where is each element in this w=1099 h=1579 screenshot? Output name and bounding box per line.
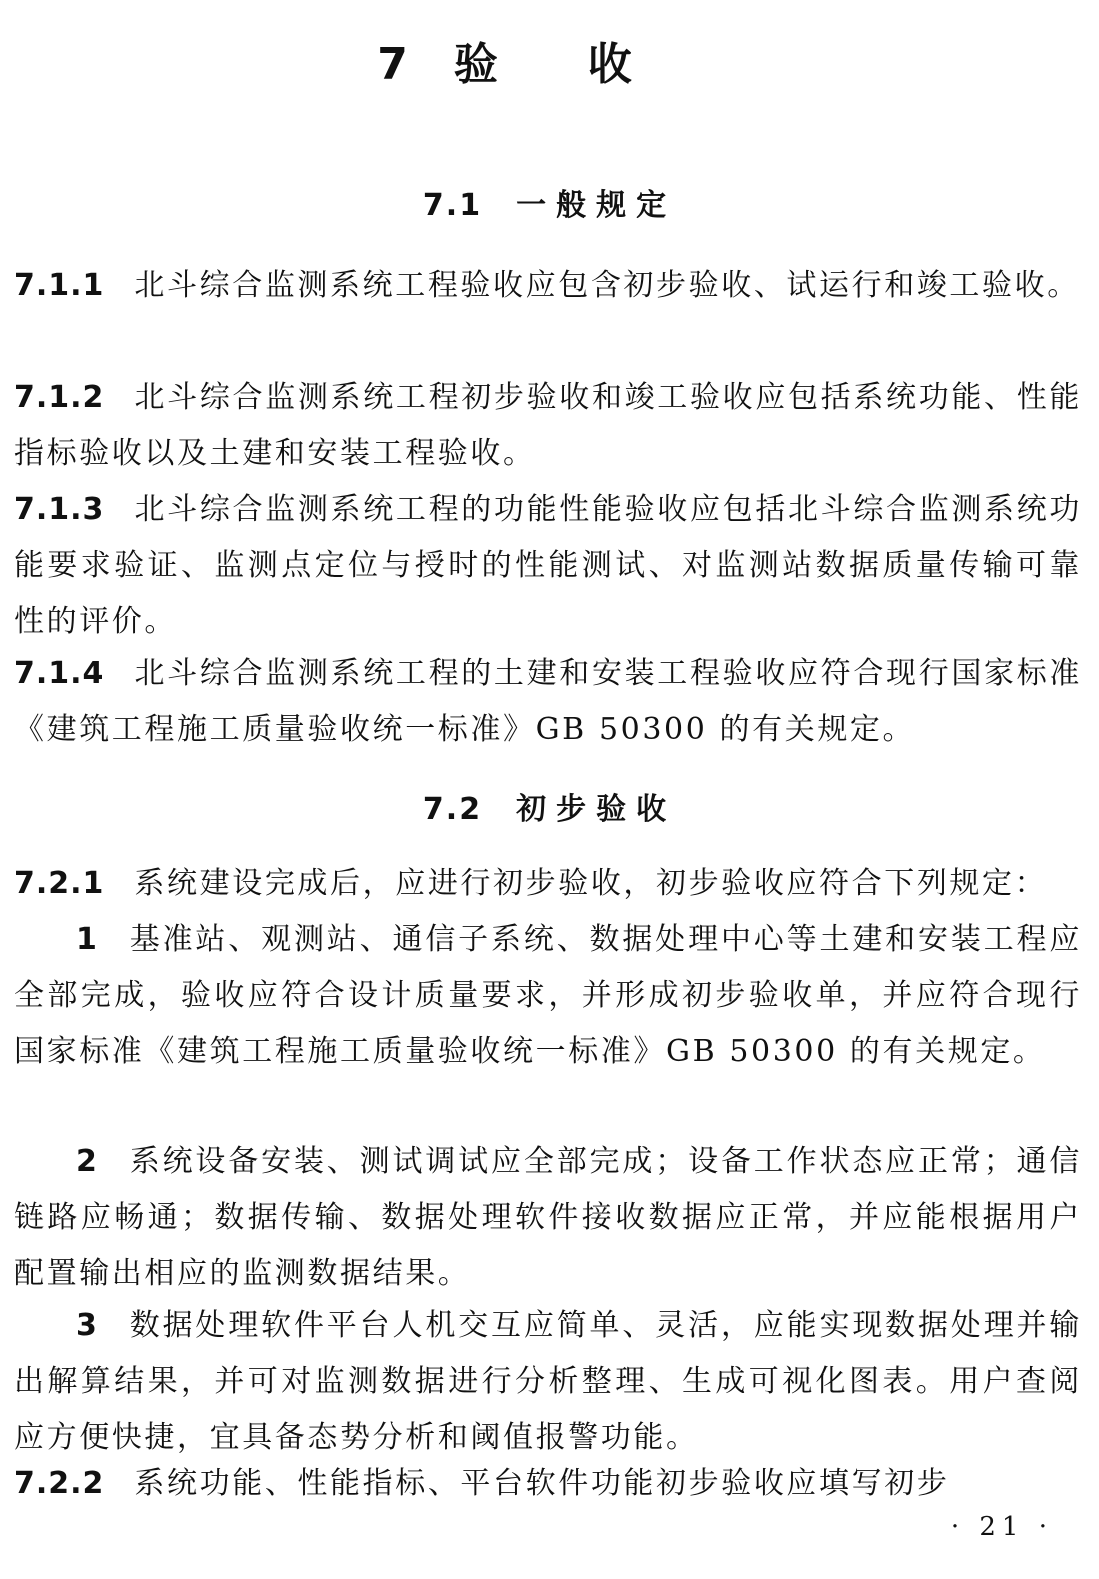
clause-text: 北斗综合监测系统工程的功能性能验收应包括北斗综合监测系统功能要求验证、监测点定位与授时的性能测试、对监测站数据质量传输可靠性的评价。: [14, 492, 1082, 639]
clause-7-1-1: [14, 258, 1082, 314]
clause-7-1-3: [14, 482, 1082, 650]
list-item-2: [14, 1134, 1082, 1302]
clause-text: 系统建设完成后，应进行初步验收，初步验收应符合下列规定：: [134, 866, 1048, 901]
item-number: 3: [76, 1308, 100, 1343]
clause-text: 北斗综合监测系统工程验收应包含初步验收、试运行和竣工验收。: [134, 268, 1080, 303]
item-text: 基准站、观测站、通信子系统、数据处理中心等土建和安装工程应全部完成，验收应符合设计质量要求，并形成初步验收单，并应符合现行国家标准《建筑工程施工质量验收统一标准》GB 50300 的有关规定。: [14, 922, 1082, 1069]
clause-number: 7.1.2: [14, 380, 105, 415]
section-name: 一般规定: [516, 188, 677, 223]
clause-7-2-1: [14, 856, 1082, 912]
item-number: 1: [76, 922, 100, 957]
section-title-7-2: [0, 784, 1099, 828]
clause-number: 7.2.2: [14, 1466, 105, 1501]
clause-7-1-2: [14, 370, 1082, 482]
clause-7-2-2: [14, 1456, 1082, 1512]
page-number: · 21 ·: [950, 1512, 1053, 1542]
list-item-3: [14, 1298, 1082, 1466]
clause-text: 北斗综合监测系统工程的土建和安装工程验收应符合现行国家标准《建筑工程施工质量验收统一标准》GB 50300 的有关规定。: [14, 656, 1082, 747]
clause-text: 系统功能、性能指标、平台软件功能初步验收应填写初步: [134, 1466, 950, 1501]
item-text: 数据处理软件平台人机交互应简单、灵活，应能实现数据处理并输出解算结果，并可对监测数据进行分析整理、生成可视化图表。用户查阅应方便快捷，宜具备态势分析和阈值报警功能。: [14, 1308, 1082, 1455]
clause-number: 7.2.1: [14, 866, 105, 901]
section-number: 7.2: [422, 792, 483, 827]
clause-number: 7.1.3: [14, 492, 105, 527]
chapter-number: 7: [377, 39, 414, 90]
section-number: 7.1: [422, 188, 483, 223]
section-name: 初步验收: [516, 792, 677, 827]
section-title-7-1: [0, 180, 1099, 224]
clause-text: 北斗综合监测系统工程初步验收和竣工验收应包括系统功能、性能指标验收以及土建和安装工程验收。: [14, 380, 1082, 471]
item-number: 2: [76, 1144, 100, 1179]
clause-7-1-4: [14, 646, 1082, 758]
item-text: 系统设备安装、测试调试应全部完成；设备工作状态应正常；通信链路应畅通；数据传输、数据处理软件接收数据应正常，并应能根据用户配置输出相应的监测数据结果。: [14, 1144, 1082, 1291]
clause-number: 7.1.1: [14, 268, 105, 303]
list-item-1: [14, 912, 1082, 1080]
clause-number: 7.1.4: [14, 656, 105, 691]
chapter-name: 验收: [453, 39, 722, 90]
chapter-title: [0, 28, 1099, 92]
